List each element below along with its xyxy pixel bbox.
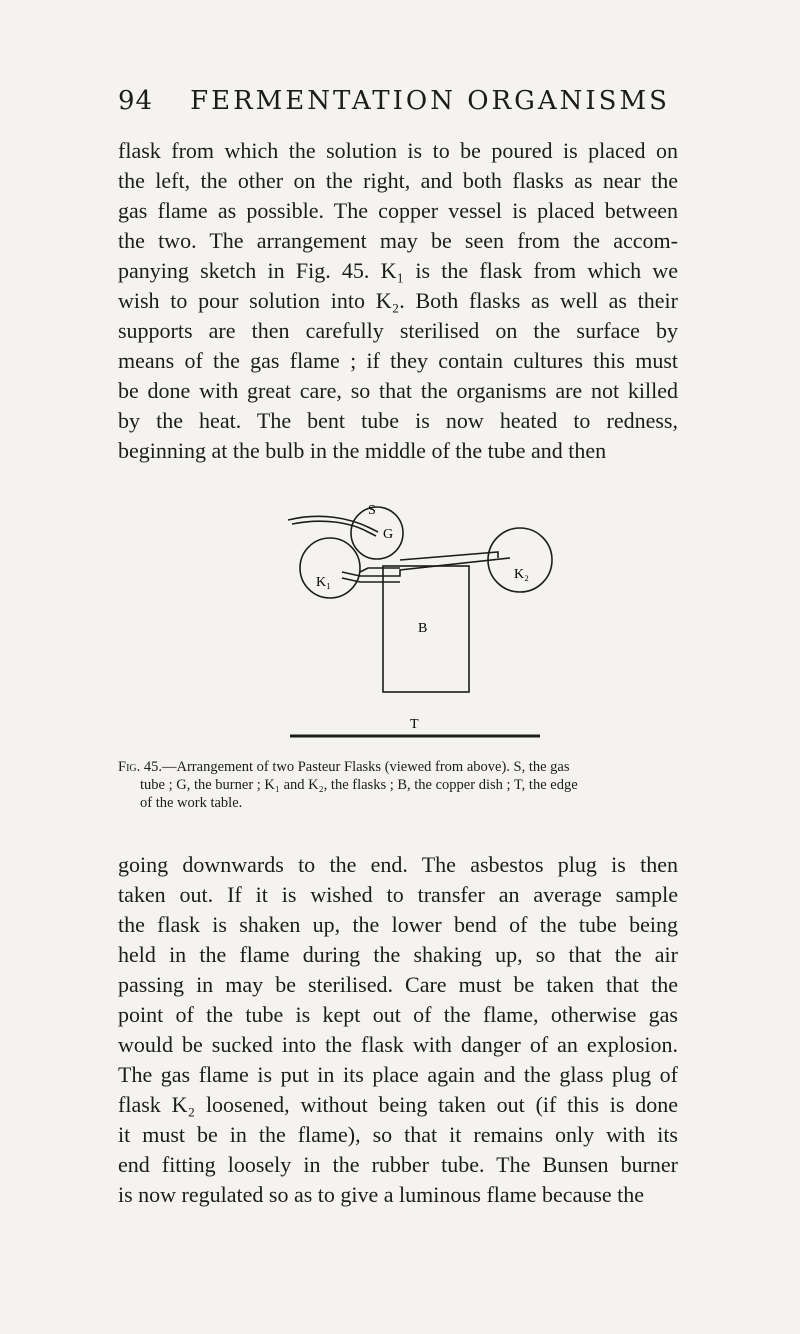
flask-arrangement-diagram — [250, 500, 570, 740]
text-line: flask K₂ loosened, without being taken out (if this is done — [118, 1092, 678, 1117]
page-number: 94 — [118, 86, 154, 116]
label-k2: K₂ — [514, 567, 529, 582]
text-line: is now regulated so as to give a luminous flame because the — [118, 1182, 645, 1207]
figure-number: Fig. 45. — [118, 759, 162, 775]
text-line: end fitting loosely in the rubber tube. The Bunsen burner — [118, 1152, 678, 1177]
page-header — [118, 86, 678, 126]
text-line: point of the tube is kept out of the flame, otherwise gas — [118, 1002, 678, 1027]
text-line: by the heat. The bent tube is now heated to redness, — [118, 408, 678, 433]
text-line: the flask is shaken up, the lower bend of the tube being — [118, 912, 678, 937]
text-line: flask from which the solution is to be poured is placed on — [118, 138, 678, 163]
text-line: be done with great care, so that the organisms are not killed — [118, 378, 678, 403]
label-k1: K₁ — [316, 575, 331, 590]
paragraph-bottom — [118, 850, 678, 1210]
figure-caption — [118, 758, 678, 812]
label-t: T — [410, 717, 419, 732]
text-line: the left, the other on the right, and both flasks as near the — [118, 168, 678, 193]
text-line: means of the gas flame ; if they contain cultures this must — [118, 348, 678, 373]
text-line: gas flame as possible. The copper vessel is placed between — [118, 198, 678, 223]
text-line: the two. The arrangement may be seen from the accom- — [118, 228, 678, 253]
label-b: B — [418, 621, 428, 636]
label-g: G — [383, 527, 394, 542]
text-line: The gas flame is put in its place again and the glass plug of — [118, 1062, 678, 1087]
paragraph-top — [118, 136, 678, 466]
text-line: wish to pour solution into K₂. Both flasks as well as their — [118, 288, 678, 313]
gas-tube — [288, 516, 378, 536]
text-line: panying sketch in Fig. 45. K₁ is the flask from which we — [118, 258, 678, 283]
text-line: passing in may be sterilised. Care must be taken that the — [118, 972, 678, 997]
caption-text: —Arrangement of two Pasteur Flasks (viewed from above). S, the gas — [162, 759, 570, 775]
text-line: held in the flame during the shaking up, so that the air — [118, 942, 678, 967]
text-line: taken out. If it is wished to transfer an average sample — [118, 882, 678, 907]
text-line: would be sucked into the flask with danger of an explosion. — [118, 1032, 678, 1057]
text-line: supports are then carefully sterilised on the surface by — [118, 318, 678, 343]
text-line: it must be in the flame), so that it remains only with its — [118, 1122, 678, 1147]
caption-line: tube ; G, the burner ; K₁ and K₂, the flasks ; B, the copper dish ; T, the edge — [140, 777, 578, 793]
gas-burner — [351, 507, 403, 559]
tube-bend — [360, 568, 400, 572]
text-line: going downwards to the end. The asbestos plug is then — [118, 852, 678, 877]
caption-line: of the work table. — [140, 795, 243, 811]
label-s: S — [368, 503, 376, 518]
caption-line — [118, 758, 678, 776]
text-line: beginning at the bulb in the middle of the tube and then — [118, 438, 607, 463]
figure-pasteur-flasks — [250, 500, 570, 740]
running-head: FERMENTATION ORGANISMS — [190, 86, 670, 116]
